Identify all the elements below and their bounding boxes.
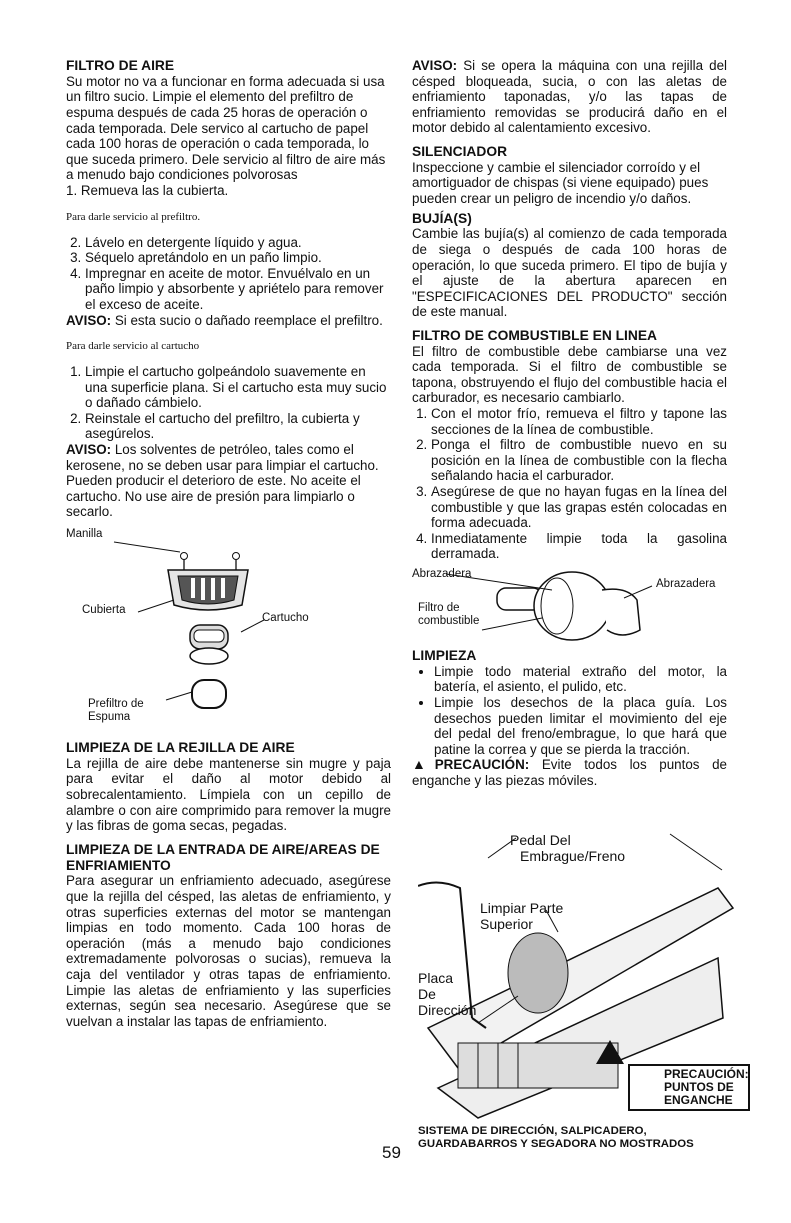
muffler-heading: SILENCIADOR — [412, 143, 508, 159]
air-filter-heading: FILTRO DE AIRE — [66, 58, 175, 73]
callout-line-2: PUNTOS DE — [664, 1080, 734, 1094]
air-filter-step-1: 1. Remueva las la cubierta. — [66, 182, 229, 198]
warning-label: AVISO: — [412, 58, 458, 73]
label-placa-2: De — [418, 986, 436, 1002]
label-prefiltro: Prefiltro de — [88, 698, 144, 711]
list-item: 4. Impregnar en aceite de motor. Envuélvalo en un paño limpio y absorbente y apriételo para remover el exceso de aceite. — [85, 266, 391, 313]
label-combustible: combustible — [418, 615, 480, 628]
spark-text: Cambie las bujía(s) al comienzo de cada temporada de siega o después de cada 100 horas de operación, lo que suceda primero. El tipo de bujía y el ajuste de la abertura aparecen en "ESPECIFICACIONES DEL PRODUCTO" sección de este manual. — [412, 226, 727, 320]
steering-figure — [418, 828, 749, 1123]
figure-caption — [418, 1125, 748, 1151]
label-filtro-de: Filtro de — [418, 602, 460, 615]
list-item: 2. Ponga el filtro de combustible nuevo en su posición en la línea de combustible con la flecha señalando hacia el carburador. — [431, 437, 727, 484]
label-limpiar-2: Superior — [480, 916, 533, 932]
list-item: 4. Inmediatamente limpie toda la gasolina derramada. — [431, 531, 727, 562]
cooling-text: Para asegurar un enfriamiento adecuado, asegúrese que la rejilla del césped, las aletas de enfriamiento, y otras superficies externas del motor se mantengan limpias en todo momento. Cada 100 horas de operación (más a menudo bajo condiciones extremadamente polvorosas o sucias), remueva la caja del ventilador y otras tapas de enfriamiento. Limpie las aletas de enfriamiento y las superficies externas, según sea necesario. Asegúrese que se vuelvan a instalar las tapas de enfriamiento. — [66, 873, 391, 1029]
air-filter-figure — [66, 520, 391, 740]
caution-pinch-points — [412, 757, 727, 788]
label-placa-3: Dirección — [418, 1002, 477, 1018]
cartridge-steps — [66, 364, 391, 442]
warning-prefilter — [66, 313, 391, 329]
fuel-filter-figure — [412, 568, 727, 648]
fuel-filter-heading: FILTRO DE COMBUSTIBLE EN LINEA — [412, 327, 658, 343]
callout-line-1: PRECAUCIÓN: — [664, 1067, 749, 1081]
grille-heading: LIMPIEZA DE LA REJILLA DE AIRE — [66, 740, 295, 756]
warning-text: Si se opera la máquina con una rejilla del césped bloqueada, sucia, o con las aletas de enfriamiento taponadas, y/o las tapas de enfriamiento removidas se producirá daño en el motor debido al calentamiento excesivo. — [412, 58, 727, 136]
list-item: 2. Lávelo en detergente líquido y agua. — [85, 235, 391, 251]
list-item: 1. Con el motor frío, remueva el filtro y tapone las secciones de la línea de combustible. — [431, 406, 727, 437]
cleaning-heading: LIMPIEZA — [412, 648, 477, 664]
label-cartucho: Cartucho — [262, 612, 309, 625]
caption-line-2: GUARDABARROS Y SEGADORA NO MOSTRADOS — [418, 1138, 694, 1150]
list-item: • Limpie todo material extraño del motor, la batería, el asiento, el pulido, etc. — [434, 664, 727, 695]
fuel-filter-text: El filtro de combustible debe cambiarse una vez cada temporada. Si el filtro de combustible se tapona, obstruyendo el flujo del combustible hacia el carburador, es necesario cambiarlo. — [412, 343, 727, 406]
label-cubierta: Cubierta — [82, 604, 126, 617]
spark-heading: BUJÍA(S) — [412, 210, 472, 226]
muffler-text: Inspeccione y cambie el silenciador corroído y el amortiguador de chispas (si viene equipado) pues pueden crear un peligro de incendio y/o daños. — [412, 159, 709, 206]
list-item: 1. Limpie el cartucho golpeándolo suavemente en una superficie plana. Si el cartucho esta muy sucio o dañado cámbielo. — [85, 364, 391, 411]
label-limpiar-1: Limpiar Parte — [480, 900, 564, 916]
air-filter-intro: Su motor no va a funcionar en forma adecuada si usa un filtro sucio. Limpie el elemento del prefiltro de espuma después de cada 25 horas de operación o cada temporada. Dele servico al cartucho de papel cada 100 horas de operación o cada temporada, lo que suceda primero. Dele servicio al filtro de aire más a menudo bajo condiciones polvorosas — [66, 73, 386, 183]
grille-text: La rejilla de aire debe mantenerse sin mugre y paja para evitar el daño al motor debido al sobrecalentamiento. Límpiela con un cepillo de alambre o con aire comprimido para remover la mugre y las fibras de goma secas, pegadas. — [66, 755, 391, 834]
warning-text: Los solventes de petróleo, tales como el kerosene, no se deben usar para limpiar el cartucho. Pueden producir el deterioro de este. No aceite el cartucho. No use aire de presión para limpiarlo o secarlo. — [66, 442, 379, 520]
cleaning-list — [412, 664, 727, 758]
cooling-heading: LIMPIEZA DE LA ENTRADA DE AIRE/AREAS DE ENFRIAMIENTO — [66, 841, 380, 873]
label-abrazadera-right: Abrazadera — [656, 578, 716, 591]
prefilter-steps — [66, 235, 391, 313]
label-placa-1: Placa — [418, 970, 454, 986]
warning-text: Si esta sucio o dañado reemplace el prefiltro. — [111, 312, 383, 328]
label-pedal-2: Embrague/Freno — [520, 848, 626, 864]
right-column — [412, 58, 727, 789]
callout-line-3: ENGANCHE — [664, 1093, 733, 1107]
warning-solvents — [66, 442, 391, 520]
cartridge-note: Para darle servicio al cartucho — [66, 340, 200, 353]
label-abrazadera-left: Abrazadera — [412, 568, 472, 581]
warning-grille-blocked — [412, 58, 727, 136]
caution-text: Evite todos los puntos de enganche y las piezas móviles. — [412, 757, 727, 788]
pinch-points-callout — [628, 1064, 750, 1111]
prefilter-note: Para darle servicio al prefiltro. — [66, 210, 201, 223]
label-pedal-1: Pedal Del — [510, 832, 571, 848]
list-item: 3. Asegúrese de que no hayan fugas en la línea del combustible y que las grapas estén colocadas en forma adecuada. — [431, 484, 727, 531]
page-number: 59 — [382, 1143, 401, 1162]
caution-label: PRECAUCIÓN: — [434, 757, 530, 773]
list-item: 3. Séquelo apretándolo en un paño limpio. — [85, 250, 391, 266]
caption-line-1: SISTEMA DE DIRECCIÓN, SALPICADERO, — [418, 1125, 647, 1137]
warning-label: AVISO: — [66, 312, 112, 328]
warning-triangle-icon: ▲ — [412, 756, 435, 773]
label-espuma: Espuma — [88, 711, 131, 724]
left-column — [66, 58, 391, 1029]
fuel-filter-steps — [412, 406, 727, 562]
list-item: • Limpie los desechos de la placa guía. Los desechos pueden limitar el movimiento del eje del pedal del freno/embrague, lo que hará que patine la correa y que se pierda la tracción. — [434, 695, 727, 757]
warning-label: AVISO: — [66, 442, 112, 458]
list-item: 2. Reinstale el cartucho del prefiltro, la cubierta y asegúrelos. — [85, 411, 391, 442]
label-manilla: Manilla — [66, 528, 103, 541]
